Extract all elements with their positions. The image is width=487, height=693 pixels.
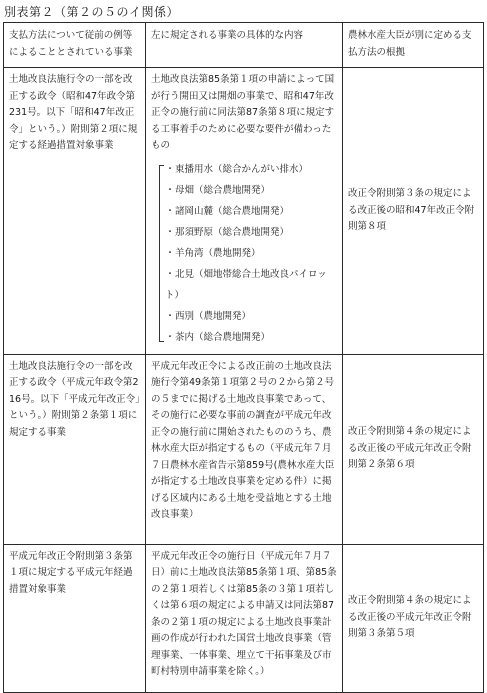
bullet-icon: ・	[165, 310, 175, 322]
bullet-icon: ・	[165, 205, 175, 217]
project-list	[159, 159, 337, 348]
table-row	[4, 544, 484, 692]
list-item: ・羊角湾（農地開発）	[165, 243, 337, 264]
header-row	[4, 23, 484, 68]
bullet-icon: ・	[165, 268, 175, 280]
header-col-basis: 農林水産大臣が別に定める支払方法の根拠	[343, 23, 484, 68]
payment-method-table	[3, 22, 484, 693]
list-item: ・那須野原（総合農地開発）	[165, 222, 337, 243]
row1-business: 土地改良法施行令の一部を改正する政令（昭和47年政令第231号。以下「昭和47年改正令」という。）附則第２項に規定する経過措置対象事業	[4, 68, 146, 355]
bullet-icon: ・	[165, 331, 175, 343]
row2-business: 土地改良法施行令の一部を改正する政令（平成元年政令第216号。以下「平成元年改正令」という。）附則第２条第１項に規定する事業	[4, 354, 146, 544]
list-item: ・諸岡山麓（総合農地開発）	[165, 201, 337, 222]
row3-basis: 改正令附則第４条の規定による改正後の平成元年改正令附則第３条第５項	[343, 544, 484, 692]
header-col-business: 支払方法について従前の例等によることとされている事業	[4, 23, 146, 68]
list-item: ・北見（畑地帯総合土地改良パイロット）	[165, 264, 337, 306]
row2-content: 平成元年改正令による改正前の土地改良法施行令第49条第１項第２号の２から第２号の５までに掲げる土地改良事業であって、その施行に必要な事前の調査が平成元年改正令の施行前に開始されたもののうち、農林水産大臣が指定するもの（平成元年７月７日農林水産省告示第859号(農林水産大臣が指定する土地改良事業を定める件）に掲げる区域内にある土地を受益地とする土地改良事業）	[146, 354, 343, 544]
list-item: ・西別（農地開発）	[165, 306, 337, 327]
table-row	[4, 68, 484, 355]
bullet-icon: ・	[165, 163, 175, 175]
list-item: ・東播用水（総合かんがい排水）	[165, 159, 337, 180]
row3-content: 平成元年改正令の施行日（平成元年７月７日）前に土地改良法第85条第１項、第85条の２第１項若しくは第85条の３第１項若しくは第６項の規定による申請又は同法第87条の２第１項の規定による土地改良事業計画の作成が行われた国営土地改良事業（管理事業、一体事業、埋立て干拓事業及び市町村特別申請事業を除く。）	[146, 544, 343, 692]
row1-basis: 改正令附則第３条の規定による改正後の昭和47年改正令附則第８項	[343, 68, 484, 355]
row2-basis: 改正令附則第４条の規定による改正後の平成元年改正令附則第２条第６項	[343, 354, 484, 544]
bullet-icon: ・	[165, 184, 175, 196]
list-item: ・茶内（総合農地開発）	[165, 327, 337, 348]
bullet-icon: ・	[165, 226, 175, 238]
table-row	[4, 354, 484, 544]
bullet-icon: ・	[165, 247, 175, 259]
table-caption: 別表第２（第２の５のイ関係）	[4, 5, 180, 19]
row1-content-text: 土地改良法第85条第１項の申請によって国が行う開田又は開畑の事業で、昭和47年改正令の施行前に同法第87条第８項に規定する工事着手のために必要な要件が備わったもの	[151, 74, 335, 151]
list-item: ・母畑（総合農地開発）	[165, 180, 337, 201]
header-col-content: 左に規定される事業の具体的な内容	[146, 23, 343, 68]
row1-content	[146, 68, 343, 355]
row3-business: 平成元年改正令附則第３条第１項に規定する平成元年経過措置対象事業	[4, 544, 146, 692]
